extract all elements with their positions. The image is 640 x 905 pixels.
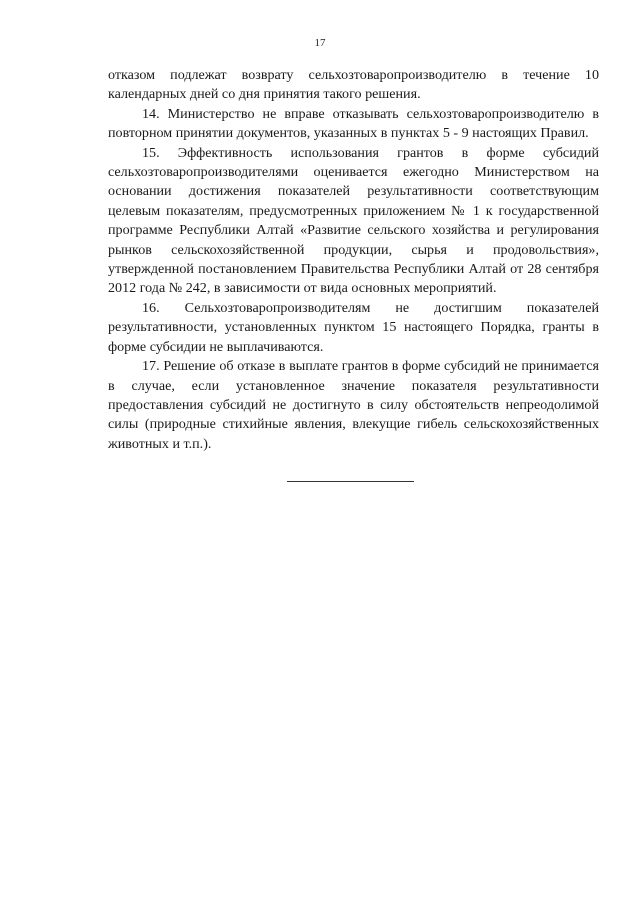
paragraph-17: 17. Решение об отказе в выплате грантов в форме субсидий не принимается в случае, если установленное значение показателя результативности предоставления субсидий не достигнуто в силу обстоятельств непреодолимой силы (природные стихийные явления, влекущие гибель сельскохозяйственных животных и т.п.).	[108, 358, 599, 452]
paragraph-15: 15. Эффективность использования грантов в форме субсидий сельхозтоваропроизводителями оценивается ежегодно Министерством на основании достижения показателей результативности соответствующим целевым показателям, предусмотренных приложением № 1 к государственной программе Республики Алтай «Развитие сельского хозяйства и регулирования рынков сельскохозяйственной продукции, сырья и продовольствия», утвержденной постановлением Правительства Республики Алтай от 28 сентября 2012 года № 242, в зависимости от вида основных мероприятий.	[108, 144, 599, 297]
paragraph-continuation: отказом подлежат возврату сельхозтоваропроизводителю в течение 10 календарных дней со дня принятия такого решения.	[108, 67, 599, 103]
page-number: 17	[314, 37, 326, 49]
paragraph-16: 16. Сельхозтоваропроизводителям не достигшим показателей результативности, установленных пунктом 15 настоящего Порядка, гранты в форме субсидии не выплачиваются.	[108, 299, 599, 355]
document-body	[108, 66, 599, 454]
paragraph-14: 14. Министерство не вправе отказывать сельхозтоваропроизводителю в повторном принятии документов, указанных в пунктах 5 - 9 настоящих Правил.	[108, 105, 599, 142]
end-separator-line	[287, 481, 414, 482]
